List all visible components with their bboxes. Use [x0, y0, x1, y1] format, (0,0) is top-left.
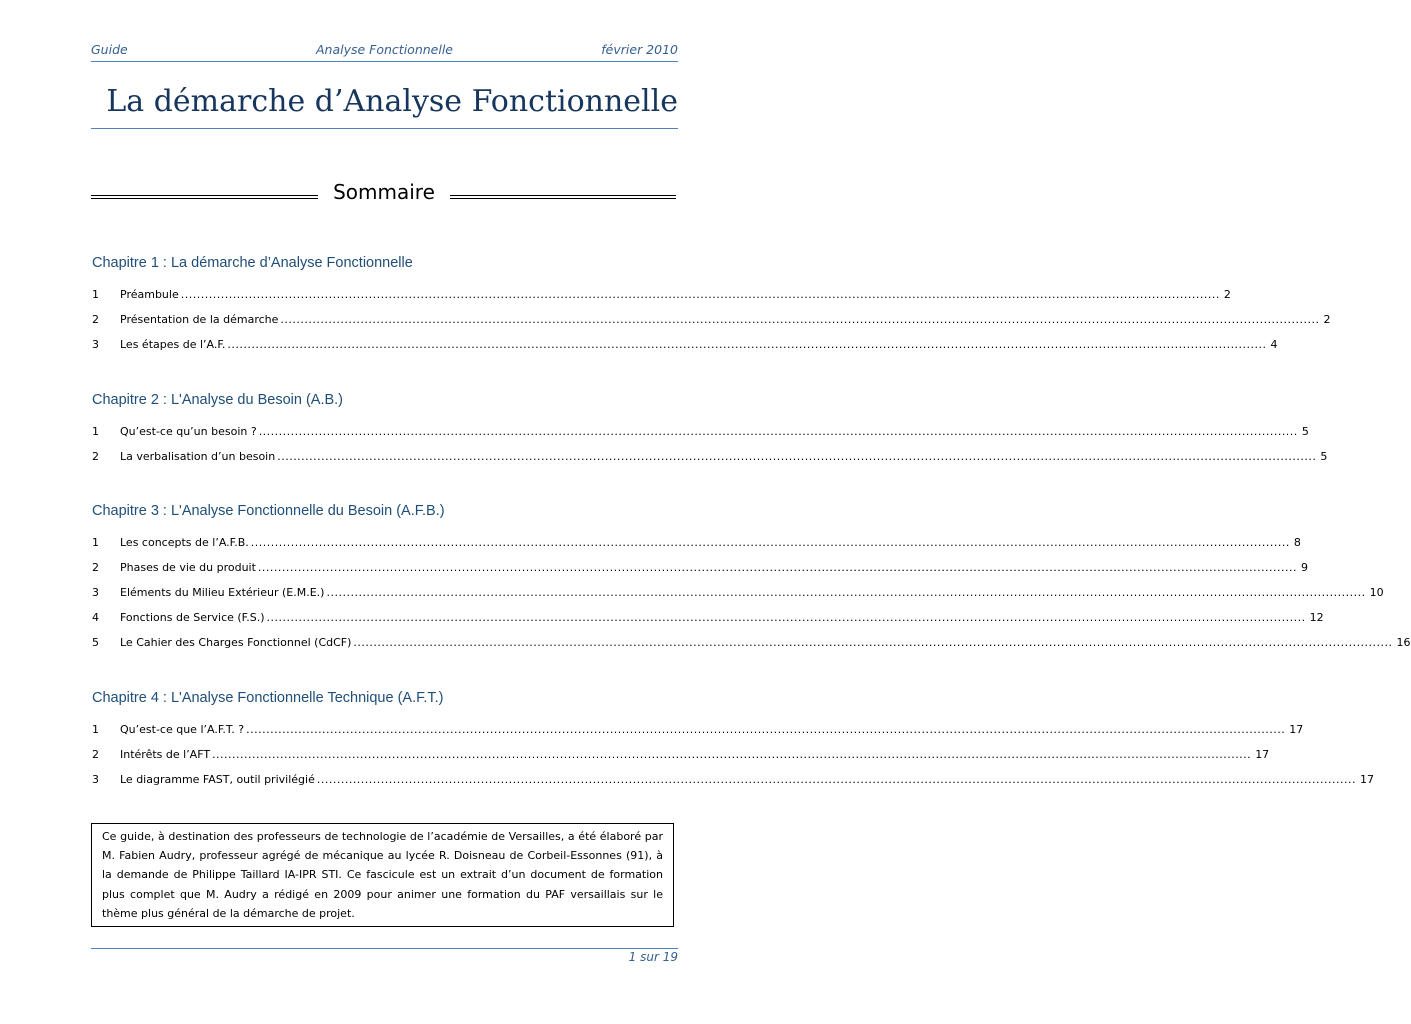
toc-label: Préambule: [120, 288, 179, 301]
toc-leader: ....................................................................................................................................................................................................................................................................: [258, 425, 1298, 438]
toc-entry[interactable]: [92, 723, 1304, 739]
toc-page: 4: [1270, 338, 1278, 351]
toc-label: Phases de vie du produit: [120, 561, 256, 574]
toc-label: Présentation de la démarche: [120, 313, 279, 326]
toc-number: 3: [92, 586, 99, 599]
toc-entry[interactable]: [92, 338, 1278, 354]
document-title: La démarche d’Analyse Fonctionnelle: [106, 84, 678, 119]
toc-entry[interactable]: [92, 586, 1384, 602]
toc-leader: ....................................................................................................................................................................................................................................................................: [326, 586, 1366, 599]
chapter-heading[interactable]: Chapitre 2 : L'Analyse du Besoin (A.B.): [92, 392, 344, 408]
toc-label: Qu’est-ce que l’A.F.T. ?: [120, 723, 245, 736]
toc-leader: ....................................................................................................................................................................................................................................................................: [227, 338, 1267, 351]
toc-page: 16: [1396, 636, 1411, 649]
sommaire-title: Sommaire: [333, 180, 435, 204]
toc-entry[interactable]: [92, 773, 1374, 789]
toc-page: 17: [1359, 773, 1374, 786]
toc-leader: ....................................................................................................................................................................................................................................................................: [180, 288, 1220, 301]
toc-page: 2: [1223, 288, 1231, 301]
toc-entry[interactable]: [92, 561, 1309, 577]
toc-leader: ....................................................................................................................................................................................................................................................................: [250, 536, 1290, 549]
toc-label: Le diagramme FAST, outil privilégié: [120, 773, 315, 786]
toc-label: Eléments du Milieu Extérieur (E.M.E.): [120, 586, 325, 599]
toc-page: 17: [1255, 748, 1270, 761]
toc-number: 2: [92, 450, 99, 463]
toc-entry[interactable]: [92, 748, 1270, 764]
toc-number: 4: [92, 611, 99, 624]
toc-leader: ....................................................................................................................................................................................................................................................................: [277, 450, 1317, 463]
toc-leader: ....................................................................................................................................................................................................................................................................: [246, 723, 1286, 736]
toc-label: Le Cahier des Charges Fonctionnel (CdCF): [120, 636, 352, 649]
page-header: [91, 42, 678, 60]
header-center: Analyse Fonctionnelle: [315, 42, 453, 57]
toc-entry[interactable]: [92, 313, 1331, 329]
toc-number: 1: [92, 536, 99, 549]
toc-number: 1: [92, 425, 99, 438]
header-rule: [91, 61, 678, 62]
toc-page: 2: [1323, 313, 1331, 326]
toc-label: Les étapes de l’A.F.: [120, 338, 226, 351]
toc-page: 5: [1301, 425, 1309, 438]
toc-entry[interactable]: [92, 450, 1328, 466]
toc-entry[interactable]: [92, 288, 1231, 304]
toc-leader: ....................................................................................................................................................................................................................................................................: [212, 748, 1252, 761]
chapter-heading[interactable]: Chapitre 1 : La démarche d’Analyse Fonctionnelle: [92, 255, 413, 271]
toc-leader: ....................................................................................................................................................................................................................................................................: [353, 636, 1393, 649]
toc-label: Fonctions de Service (F.S.): [120, 611, 265, 624]
chapter-heading[interactable]: Chapitre 4 : L'Analyse Fonctionnelle Technique (A.F.T.): [92, 690, 444, 706]
toc-entry[interactable]: [92, 636, 1411, 652]
page-number: 1 sur 19: [628, 950, 678, 964]
title-rule: [91, 128, 678, 129]
toc-number: 3: [92, 338, 99, 351]
toc-number: 1: [92, 288, 99, 301]
toc-leader: ....................................................................................................................................................................................................................................................................: [316, 773, 1356, 786]
info-box: Ce guide, à destination des professeurs de technologie de l’académie de Versailles, a été élaboré par M. Fabien Audry, professeur agrégé de mécanique au lycée R. Doisneau de Corbeil-Essonnes (91), à la demande de Philippe Taillard IA-IPR STI. Ce fascicule est un extrait d’un document de formation plus complet que M. Audry a rédigé en 2009 pour animer une formation du PAF versaillais sur le thème plus général de la démarche de projet.: [91, 823, 674, 927]
toc-label: La verbalisation d’un besoin: [120, 450, 276, 463]
sommaire-heading: [91, 178, 676, 210]
footer-rule: [91, 948, 678, 949]
toc-number: 2: [92, 748, 99, 761]
toc-number: 2: [92, 561, 99, 574]
sommaire-left-rule: [91, 195, 318, 199]
toc-leader: ....................................................................................................................................................................................................................................................................: [280, 313, 1320, 326]
toc-page: 12: [1309, 611, 1324, 624]
toc-page: 10: [1369, 586, 1384, 599]
toc-page: 17: [1289, 723, 1304, 736]
toc-leader: ....................................................................................................................................................................................................................................................................: [266, 611, 1306, 624]
toc-entry[interactable]: [92, 611, 1324, 627]
toc-label: Les concepts de l’A.F.B.: [120, 536, 249, 549]
toc-page: 5: [1320, 450, 1328, 463]
chapter-heading[interactable]: Chapitre 3 : L'Analyse Fonctionnelle du Besoin (A.F.B.): [92, 503, 445, 519]
toc-entry[interactable]: [92, 536, 1301, 552]
sommaire-right-rule: [450, 195, 676, 199]
toc-number: 1: [92, 723, 99, 736]
toc-entry[interactable]: [92, 425, 1309, 441]
toc-page: 9: [1301, 561, 1309, 574]
header-left: Guide: [91, 42, 128, 57]
header-right: février 2010: [601, 42, 678, 57]
toc-number: 2: [92, 313, 99, 326]
toc-number: 3: [92, 773, 99, 786]
toc-page: 8: [1293, 536, 1301, 549]
toc-label: Qu’est-ce qu’un besoin ?: [120, 425, 257, 438]
toc-number: 5: [92, 636, 99, 649]
toc-label: Intérêts de l’AFT: [120, 748, 211, 761]
toc-leader: ....................................................................................................................................................................................................................................................................: [257, 561, 1298, 574]
